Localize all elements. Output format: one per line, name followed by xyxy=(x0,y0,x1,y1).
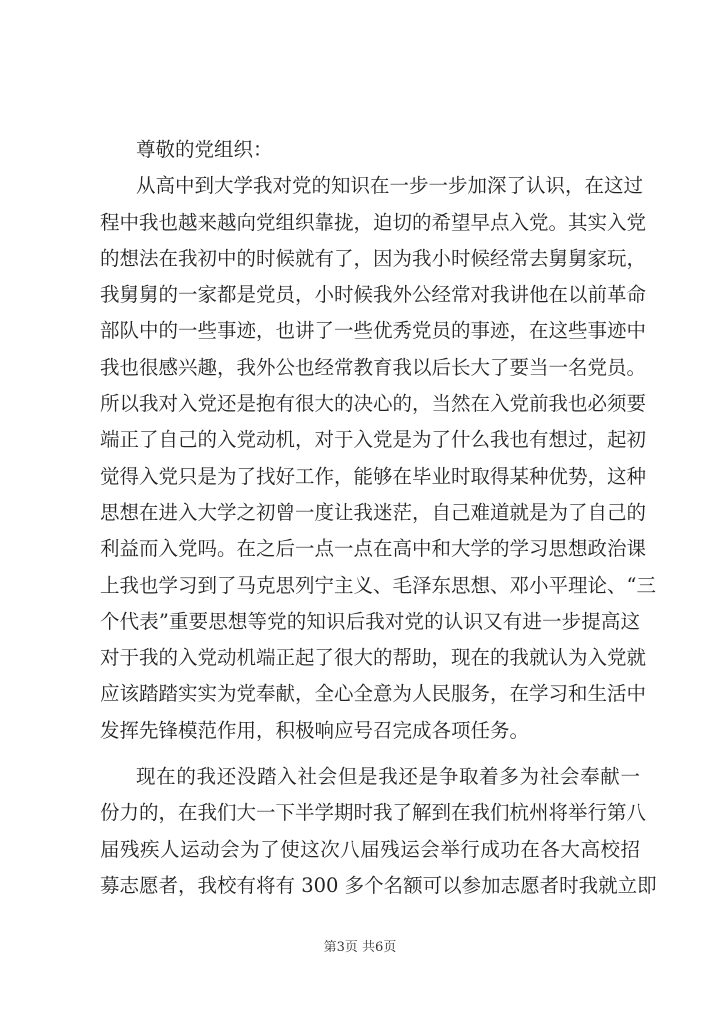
text-line: 对于我的入党动机端正起了很大的帮助，现在的我就认为入党就 xyxy=(100,646,647,670)
text-line: 发挥先锋模范作用，积极响应号召完成各项任务。 xyxy=(100,718,530,742)
text-line: 上我也学习到了马克思列宁主义、毛泽东思想、邓小平理论、“三 xyxy=(100,573,656,597)
salutation: 尊敬的党组织： xyxy=(136,138,273,161)
text-line: 我也很感兴趣，我外公也经常教育我以后长大了要当一名党员。 xyxy=(100,355,647,379)
text-line: 部队中的一些事迹，也讲了一些优秀党员的事迹，在这些事迹中 xyxy=(100,319,647,343)
text-line: 所以我对入党还是抱有很大的决心的，当然在入党前我也必须要 xyxy=(100,392,647,416)
text-line: 份力的，在我们大一下半学期时我了解到在我们杭州将举行第八 xyxy=(100,801,647,825)
text-line: 应该踏踏实实为党奉献，全心全意为人民服务，在学习和生活中 xyxy=(100,682,647,706)
text-line: 届残疾人运动会为了使这次八届残运会举行成功在各大高校招 xyxy=(100,837,640,861)
paragraph-2 xyxy=(100,759,657,904)
text-line: 思想在进入大学之初曾一度让我迷茫，自己难道就是为了自己的 xyxy=(100,500,647,524)
document-body xyxy=(100,132,657,904)
text-line: 现在的我还没踏入社会但是我还是争取着多为社会奉献一 xyxy=(136,765,640,789)
text-line: 的想法在我初中的时候就有了，因为我小时候经常去舅舅家玩， xyxy=(100,246,647,270)
text-line: 觉得入党只是为了找好工作，能够在毕业时取得某种优势，这种 xyxy=(100,464,647,488)
paragraph-1 xyxy=(100,168,656,749)
page-footer: 第3页 共6页 xyxy=(323,940,397,955)
text-line: 募志愿者，我校有将有 300 多个名额可以参加志愿者时我就立即 xyxy=(100,873,657,897)
text-line: 利益而入党吗。在之后一点一点在高中和大学的学习思想政治课 xyxy=(100,537,647,561)
text-line: 我舅舅的一家都是党员，小时候我外公经常对我讲他在以前革命 xyxy=(100,283,647,307)
text-line: 程中我也越来越向党组织靠拢，迫切的希望早点入党。其实入党 xyxy=(100,210,647,234)
text-line: 端正了自己的入党动机，对于入党是为了什么我也有想过，起初 xyxy=(100,428,647,452)
text-line: 从高中到大学我对党的知识在一步一步加深了认识，在这过 xyxy=(136,174,644,198)
text-line: 个代表”重要思想等党的知识后我对党的认识又有进一步提高这 xyxy=(100,609,640,633)
